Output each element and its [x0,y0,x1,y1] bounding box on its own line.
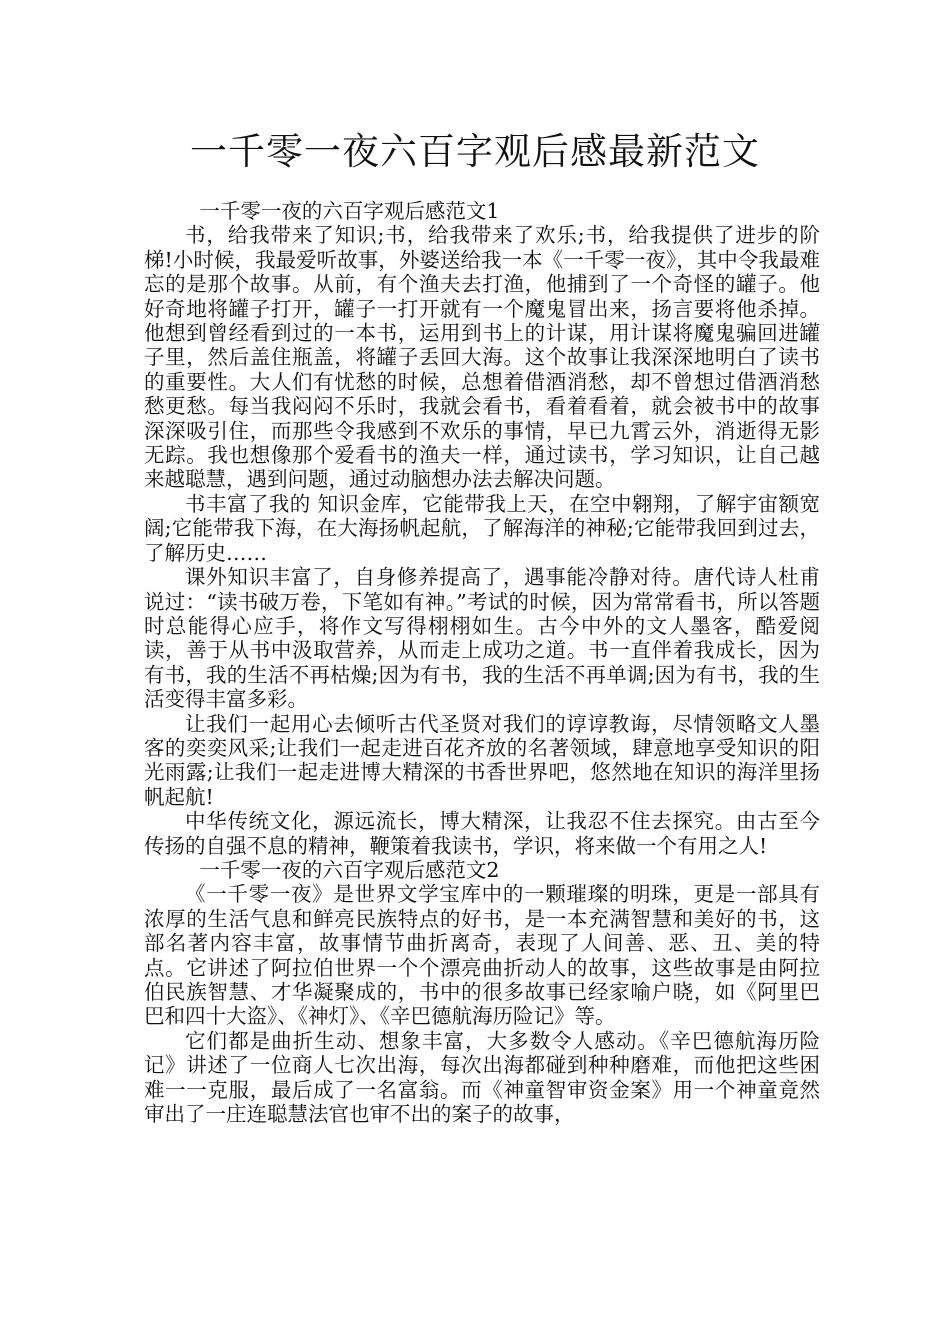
paragraph: 书丰富了我的 知识金库，它能带我上天，在空中翱翔，了解宇宙额宽阔;它能带我下海，在大海扬帆起航，了解海洋的神秘;它能带我回到过去，了解历史…… [144,491,820,565]
document-title: 一千零一夜六百字观后感最新范文 [190,130,760,173]
section-heading-1: 一千零一夜的六百字观后感范文1 [199,199,500,223]
paragraph: 中华传统文化，源远流长，博大精深，让我忍不住去探究。由古至今传扬的自强不息的精神，鞭策着我读书，学识，将来做一个有用之人! [144,809,820,858]
section-heading-2: 一千零一夜的六百字观后感范文2 [199,857,500,882]
paragraph: 《一千零一夜》是世界文学宝库中的一颗璀璨的明珠，更是一部具有浓厚的生活气息和鲜亮民族特点的好书，是一本充满智慧和美好的书，这部名著内容丰富，故事情节曲折离奇，表现了人间善、恶、丑、美的特点。它讲述了阿拉伯世界一个个漂亮曲折动人的故事，这些故事是由阿拉伯民族智慧、才华凝聚成的，书中的很多故事已经家喻户晓，如《阿里巴巴和四十大盗》、《神灯》、《辛巴德航海历险记》等。 [144,882,820,1029]
paragraph: 书，给我带来了知识;书，给我带来了欢乐;书，给我提供了进步的阶梯!小时候，我最爱听故事，外婆送给我一本《一千零一夜》，其中令我最难忘的是那个故事。从前，有个渔夫去打渔，他捕到了一个奇怪的罐子。他好奇地将罐子打开，罐子一打开就有一个魔鬼冒出来，扬言要将他杀掉。他想到曾经看到过的一本书，运用到书上的计谋，用计谋将魔鬼骗回进罐子里，然后盖住瓶盖，将罐子丢回大海。这个故事让我深深地明白了读书的重要性。大人们有忧愁的时候，总想着借酒消愁，却不曾想过借酒消愁愁更愁。每当我闷闷不乐时，我就会看书，看着看着，就会被书中的故事深深吸引住，而那些令我感到不欢乐的事情，早已九霄云外，消逝得无影无踪。我也想像那个爱看书的渔夫一样，通过读书，学习知识，让自己越来越聪慧，遇到问题，通过动脑想办法去解决问题。 [144,223,820,492]
document-body [144,199,820,1126]
paragraph: 它们都是曲折生动、想象丰富，大多数令人感动。《辛巴德航海历险记》讲述了一位商人七次出海，每次出海都碰到种种磨难，而他把这些困难一一克服，最后成了一名富翁。而《神童智审资金案》用一个神童竟然审出了一庄连聪慧法官也审不出的案子的故事， [144,1028,820,1127]
paragraph: 让我们一起用心去倾听古代圣贤对我们的谆谆教诲，尽情领略文人墨客的奕奕风采;让我们一起走进百花齐放的名著领域，肆意地享受知识的阳光雨露;让我们一起走进博大精深的书香世界吧，悠然地在知识的海洋里扬帆起航! [144,711,820,809]
paragraph: 课外知识丰富了，自身修养提高了，遇事能冷静对待。唐代诗人杜甫说过：“读书破万卷，下笔如有神。”考试的时候，因为常常看书，所以答题时总能得心应手，将作文写得栩栩如生。古今中外的文人墨客，酷爱阅读，善于从书中汲取营养，从而走上成功之道。书一直伴着我成长，因为有书，我的生活不再枯燥;因为有书，我的生活不再单调;因为有书，我的生活变得丰富多彩。 [144,565,820,712]
